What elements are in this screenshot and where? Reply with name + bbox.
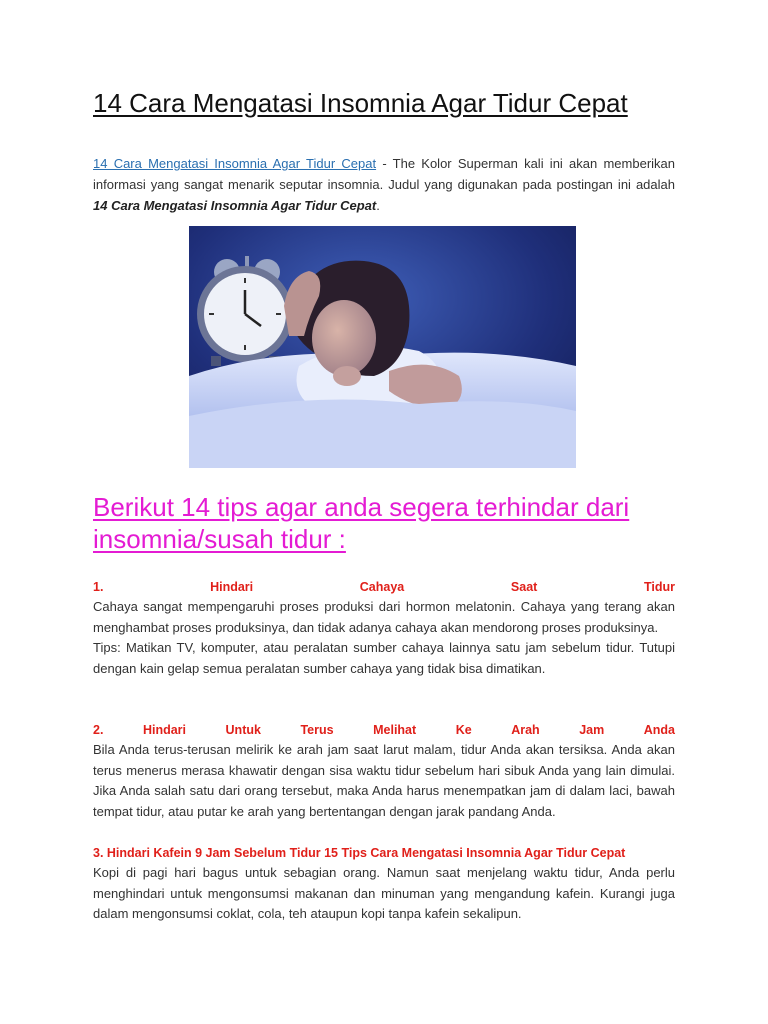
tip-2-heading-word: Untuk	[225, 723, 261, 737]
article-title: 14 Cara Mengatasi Insomnia Agar Tidur Cepat	[93, 88, 628, 118]
article-link[interactable]: 14 Cara Mengatasi Insomnia Agar Tidur Cepat	[93, 156, 377, 171]
tip-2-heading-word: Terus	[300, 723, 334, 737]
tip-1-heading	[93, 577, 675, 597]
tip-1-body: Cahaya sangat mempengaruhi proses produksi dari hormon melatonin. Cahaya yang terang akan menghambat proses produksinya, dan tidak adanya cahaya akan mendorong proses produksinya.	[93, 599, 675, 635]
tip-1-heading-word: Cahaya	[359, 580, 405, 594]
tip-2-body: Bila Anda terus-terusan melirik ke arah jam saat larut malam, tidur Anda akan tersiksa. Anda akan terus menerus merasa khawatir dengan sisa waktu tidur sebelum hari sibuk Anda yang lain dimulai. Jika Anda salah satu dari orang tersebut, maka Anda harus menempatkan jam di dalam laci, bawah tempat tidur, atau putar ke arah yang bertentangan dengan jarak pandang Anda.	[93, 742, 675, 819]
tip-2-heading-word: 2.	[93, 723, 104, 737]
tip-1	[93, 577, 675, 679]
intro-text-1: - The Kolor Superman kali ini akan memberikan informasi yang sangat menarik seputar insomnia. Judul yang digunakan pada postingan ini adalah	[93, 156, 675, 192]
tip-2-heading-word: Ke	[455, 723, 472, 737]
tip-2	[93, 720, 675, 822]
intro-bold-title: 14 Cara Mengatasi Insomnia Agar Tidur Cepat	[93, 198, 377, 213]
tip-1-heading-word: Hindari	[210, 580, 254, 594]
intro-paragraph	[93, 153, 675, 216]
tip-1-heading-word: Saat	[510, 580, 538, 594]
tip-3	[93, 843, 675, 925]
tip-2-heading	[93, 720, 675, 740]
tip-2-heading-word: Anda	[643, 723, 675, 737]
tip-2-heading-word: Melihat	[373, 723, 417, 737]
tip-1-heading-word: Tidur	[643, 580, 675, 594]
tips-heading: Berikut 14 tips agar anda segera terhindar dari insomnia/susah tidur :	[93, 492, 630, 554]
tip-1-extra: Tips: Matikan TV, komputer, atau peralatan sumber cahaya lainnya satu jam sebelum tidur. Tutupi dengan kain gelap semua peralatan sumber cahaya yang tidak bisa dimatikan.	[93, 640, 675, 676]
tip-2-heading-word: Arah	[511, 723, 540, 737]
tip-2-heading-word: Jam	[579, 723, 605, 737]
tip-1-heading-word: 1.	[93, 580, 104, 594]
intro-text-2: .	[376, 198, 380, 213]
woman-awake-in-bed-with-alarm-clock-photo	[189, 226, 576, 468]
tip-3-body: Kopi di pagi hari bagus untuk sebagian orang. Namun saat menjelang waktu tidur, Anda perlu menghindari untuk mengonsumsi makanan dan minuman yang mengandung kafein. Kurangi juga dalam mengonsumsi coklat, cola, teh ataupun kopi tanpa kafein sekalipun.	[93, 865, 675, 921]
tip-2-heading-word: Hindari	[142, 723, 187, 737]
tip-3-heading: 3. Hindari Kafein 9 Jam Sebelum Tidur 15 Tips Cara Mengatasi Insomnia Agar Tidur Cepat	[93, 846, 626, 860]
